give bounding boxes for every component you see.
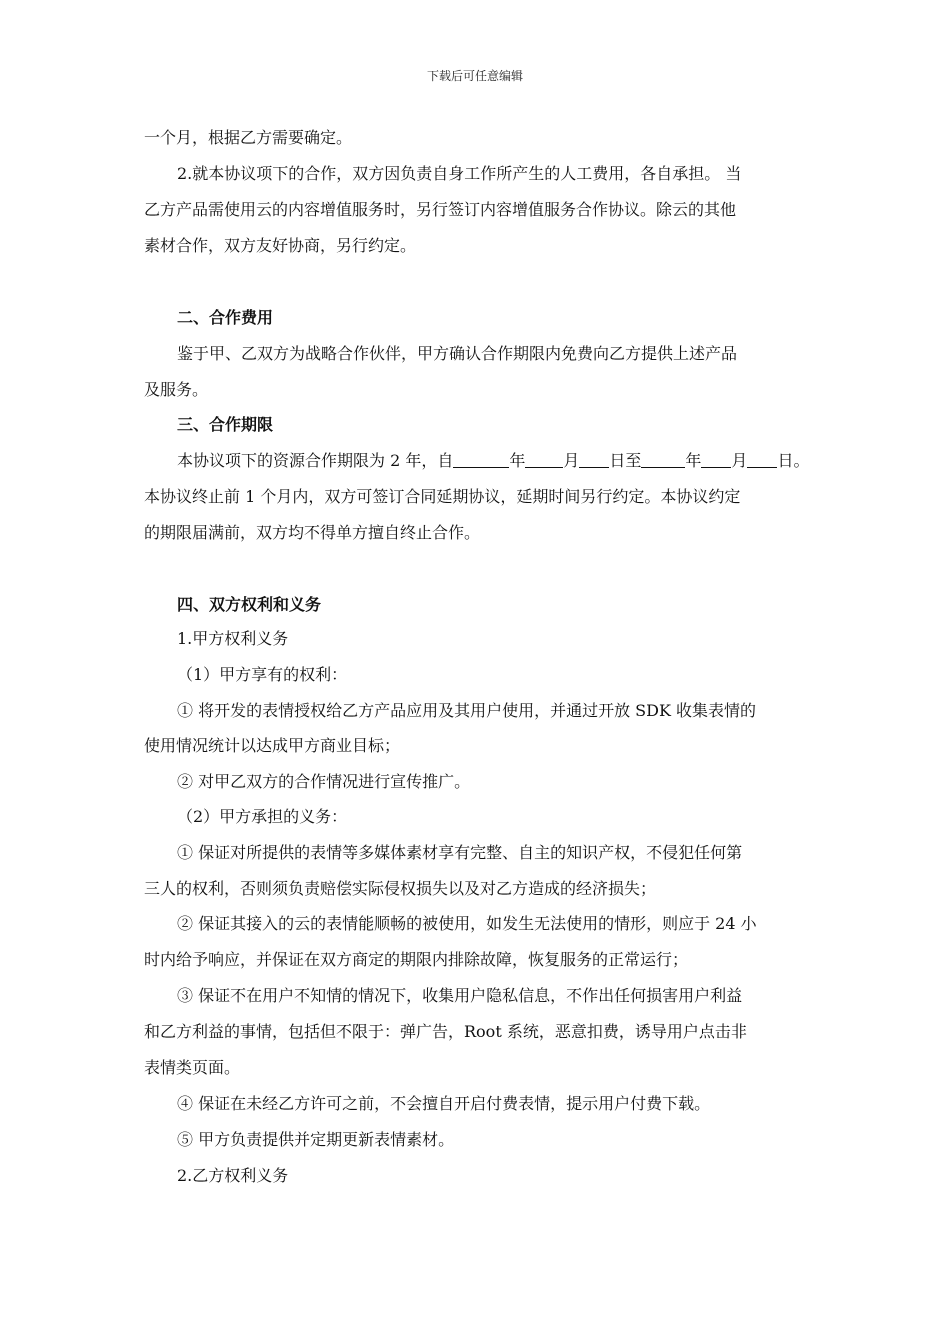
blank-year-start [453,451,509,468]
body-line: 一个月，根据乙方需要确定。 [144,128,353,147]
body-line: 时内给予响应，并保证在双方商定的期限内排除故障，恢复服务的正常运行； [144,950,689,969]
month-label: 月 [563,451,580,470]
body-line: ⑤ 甲方负责提供并定期更新表情素材。 [177,1130,455,1149]
body-line: ① 将开发的表情授权给乙方产品应用及其用户使用，并通过开放 SDK 收集表情的 [177,701,757,720]
body-line: 2.乙方权利义务 [177,1166,289,1185]
body-line: 和乙方利益的事情，包括但不限于：弹广告，Root 系统，恶意扣费，诱导用户点击非 [144,1022,747,1041]
day-to-label: 日至 [609,451,642,470]
body-line: 本协议终止前 1 个月内，双方可签订合同延期协议，延期时间另行约定。本协议约定 [144,487,741,506]
body-line: 1.甲方权利义务 [177,629,289,648]
body-line: 表情类页面。 [144,1058,241,1077]
body-line: 及服务。 [144,380,209,399]
body-line: 的期限届满前，双方均不得单方擅自终止合作。 [144,523,481,542]
body-line: 2.就本协议项下的合作，双方因负责自身工作所产生的人工费用，各自承担。 当 [177,164,742,183]
page-header: 下载后可任意编辑 [426,69,523,83]
day-label: 日。 [777,451,810,470]
blank-month-end [701,451,731,468]
year-label: 年 [685,451,702,470]
blank-day-end [747,451,777,468]
section-heading-rights: 四、双方权利和义务 [177,595,322,614]
body-line: ② 对甲乙双方的合作情况进行宣传推广。 [177,772,471,791]
year-label: 年 [509,451,526,470]
blank-month-start [525,451,563,468]
body-line: ③ 保证不在用户不知情的情况下，收集用户隐私信息，不作出任何损害用户利益 [177,986,743,1005]
body-line: （2）甲方承担的义务： [177,807,348,826]
section-heading-fees: 二、合作费用 [177,308,274,327]
body-line: 乙方产品需使用云的内容增值服务时，另行签订内容增值服务合作协议。除云的其他 [144,200,737,219]
body-line: 鉴于甲、乙双方为战略合作伙伴，甲方确认合作期限内免费向乙方提供上述产品 [177,344,738,363]
month-label: 月 [731,451,748,470]
section-heading-term: 三、合作期限 [177,415,274,434]
body-line: ① 保证对所提供的表情等多媒体素材享有完整、自主的知识产权，不侵犯任何第 [177,843,743,862]
body-line: 素材合作，双方友好协商，另行约定。 [144,236,417,255]
term-text: 本协议项下的资源合作期限为 2 年，自 [177,451,454,470]
body-line: ② 保证其接入的云的表情能顺畅的被使用，如发生无法使用的情形，则应于 24 小 [177,914,757,933]
term-line [177,443,809,479]
body-line: 使用情况统计以达成甲方商业目标； [144,736,401,755]
body-line: ④ 保证在未经乙方许可之前，不会擅自开启付费表情，提示用户付费下载。 [177,1094,711,1113]
body-line: 三人的权利，否则须负责赔偿实际侵权损失以及对乙方造成的经济损失； [144,879,657,898]
body-line: （1）甲方享有的权利： [177,665,348,684]
blank-year-end [641,451,685,468]
blank-day-start [579,451,609,468]
